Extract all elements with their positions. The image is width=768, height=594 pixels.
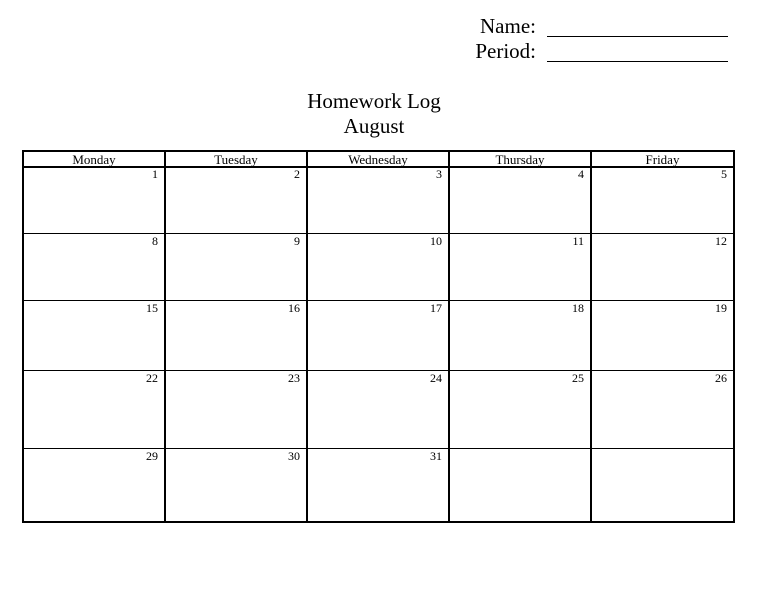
- date-number: 30: [288, 449, 300, 463]
- period-label: Period:: [475, 39, 536, 63]
- day-header-monday: Monday: [72, 152, 116, 167]
- date-number: 8: [152, 234, 158, 248]
- date-number: 26: [715, 371, 727, 385]
- date-number: 1: [152, 167, 158, 181]
- month-title: August: [343, 114, 405, 138]
- day-header-friday: Friday: [645, 152, 680, 167]
- date-number: 4: [578, 167, 584, 181]
- column-divider: [590, 152, 592, 521]
- date-number: 3: [436, 167, 442, 181]
- date-number: 18: [572, 301, 584, 315]
- row-divider: [24, 233, 733, 234]
- period-blank-line[interactable]: [547, 61, 728, 62]
- date-number: 5: [721, 167, 727, 181]
- day-header-tuesday: Tuesday: [214, 152, 258, 167]
- row-divider: [24, 300, 733, 301]
- date-number: 10: [430, 234, 442, 248]
- date-number: 12: [715, 234, 727, 248]
- date-number: 9: [294, 234, 300, 248]
- calendar-grid: [22, 150, 735, 523]
- date-number: 11: [572, 234, 584, 248]
- date-number: 2: [294, 167, 300, 181]
- name-field: [400, 14, 536, 38]
- row-divider: [24, 370, 733, 371]
- date-number: 25: [572, 371, 584, 385]
- name-blank-line[interactable]: [547, 36, 728, 37]
- column-divider: [306, 152, 308, 521]
- period-field: [400, 39, 536, 63]
- date-number: 22: [146, 371, 158, 385]
- day-header-wednesday: Wednesday: [348, 152, 408, 167]
- date-number: 29: [146, 449, 158, 463]
- date-number: 23: [288, 371, 300, 385]
- date-number: 19: [715, 301, 727, 315]
- column-divider: [448, 152, 450, 521]
- date-number: 16: [288, 301, 300, 315]
- column-divider: [164, 152, 166, 521]
- row-divider: [24, 448, 733, 449]
- day-header-thursday: Thursday: [495, 152, 545, 167]
- page-title: Homework Log: [307, 89, 441, 113]
- date-number: 31: [430, 449, 442, 463]
- date-number: 17: [430, 301, 442, 315]
- date-number: 15: [146, 301, 158, 315]
- name-label: Name:: [480, 14, 536, 38]
- date-number: 24: [430, 371, 442, 385]
